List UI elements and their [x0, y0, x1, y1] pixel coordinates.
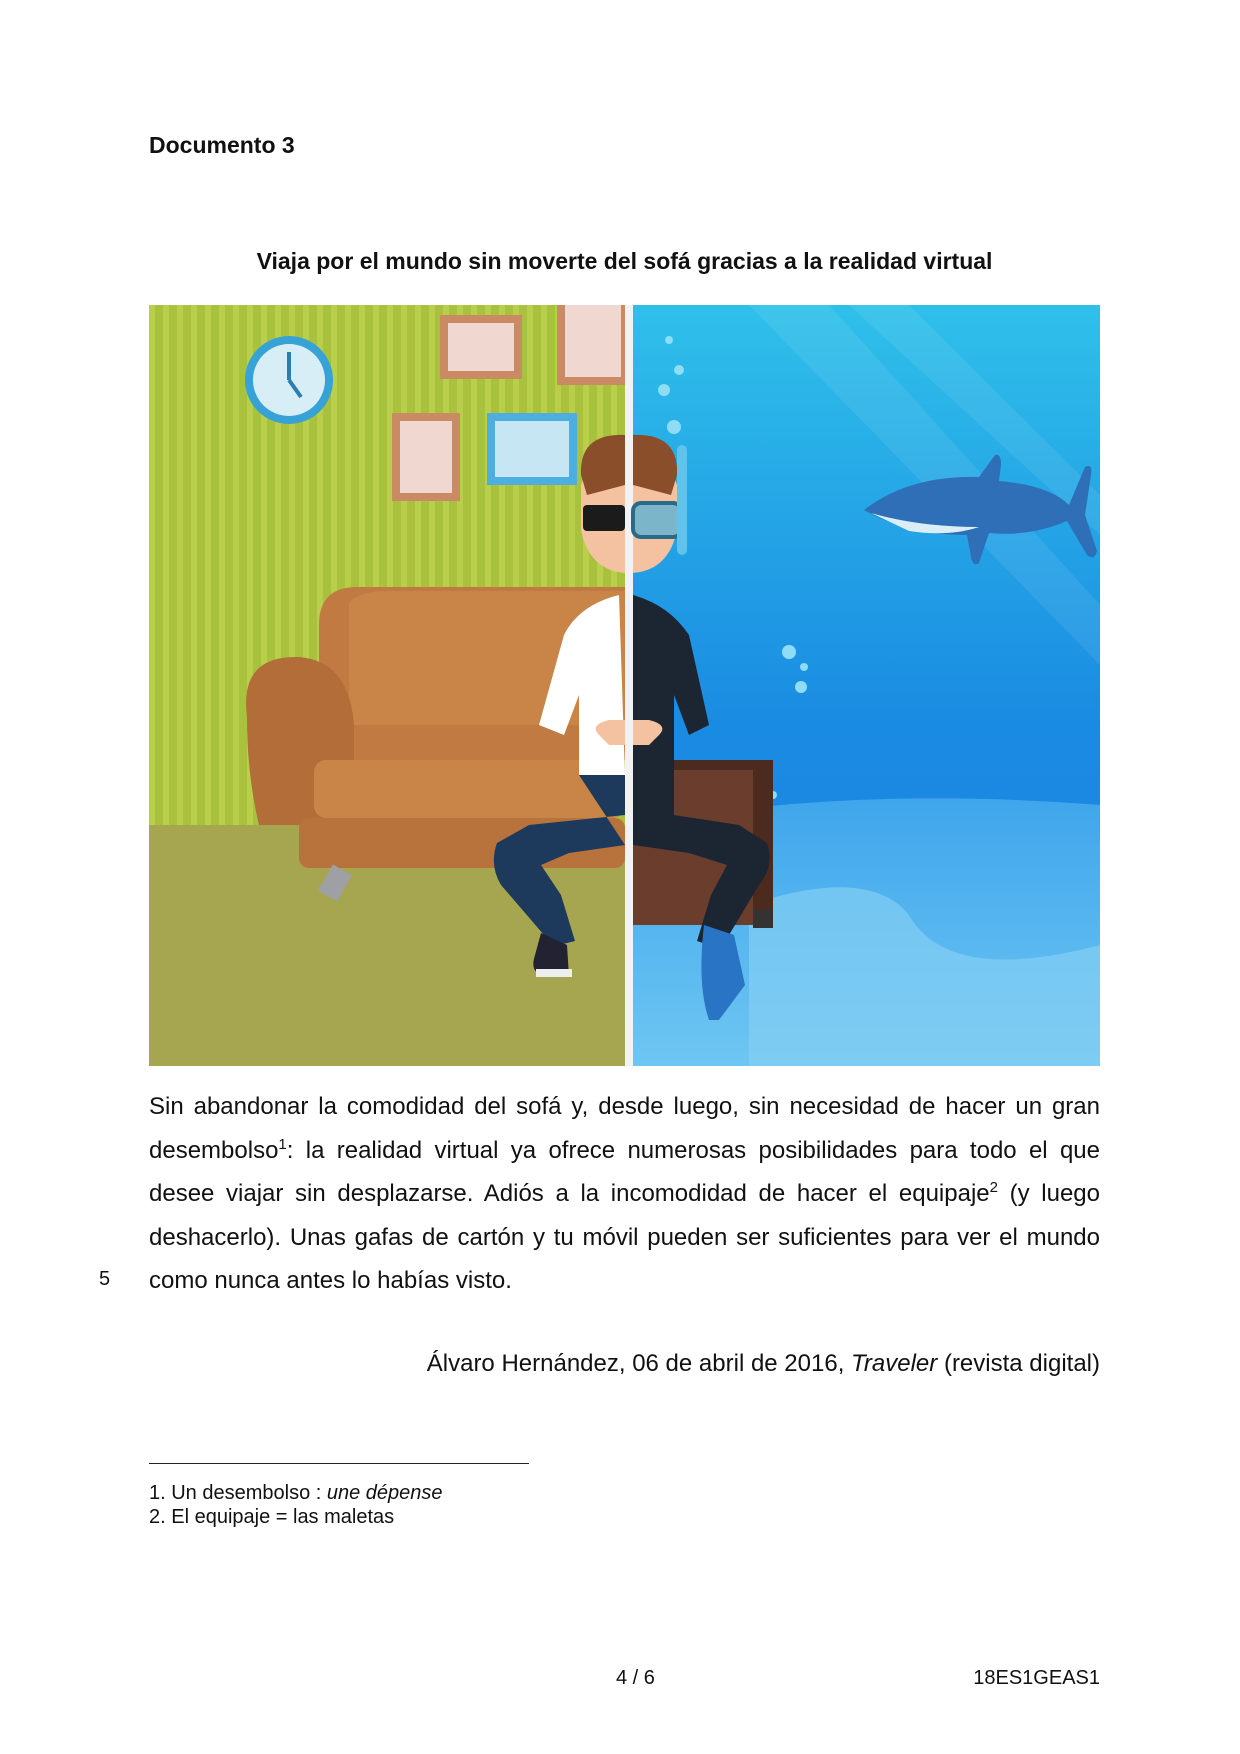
document-label: Documento 3: [149, 132, 295, 158]
publication-name: Traveler: [851, 1350, 938, 1377]
footnote-separator: [149, 1463, 529, 1464]
page-number: 4 / 6: [616, 1667, 655, 1689]
footnote-1: 1. Un desembolso : une dépense: [149, 1482, 443, 1504]
vr-illustration: [149, 305, 1100, 1066]
footnotes: [149, 1481, 443, 1529]
document-code: 18ES1GEAS1: [973, 1667, 1100, 1689]
footnote-ref-2: 2: [989, 1179, 998, 1196]
living-room-scene: [149, 305, 625, 1066]
line-number: 5: [99, 1268, 111, 1290]
article-paragraph: Sin abandonar la comodidad del sofá y, desde luego, sin necesidad de hacer un gran desembolso$^1$: la realidad virtual ya ofrece numerosas posibilidades para todo el que desee viajar sin desplazarse. Adiós a la incomodidad de hacer el equipaje$^2$ (y luego deshacerlo). Unas gafas de cartón y tu móvil pueden ser suficientes para ver el mundo como nunca antes lo habías visto.: [149, 1093, 1100, 1294]
underwater-scene: [633, 305, 1100, 1066]
footnote-ref-1: 1: [278, 1135, 287, 1153]
clock-icon: [245, 336, 333, 424]
document-title: Viaja por el mundo sin moverte del sofá gracias a la realidad virtual: [256, 248, 993, 274]
footnote-2: 2. El equipaje = las maletas: [149, 1506, 395, 1528]
source-citation: Álvaro Hernández, 06 de abril de 2016, Traveler (revista digital): [426, 1350, 1100, 1377]
